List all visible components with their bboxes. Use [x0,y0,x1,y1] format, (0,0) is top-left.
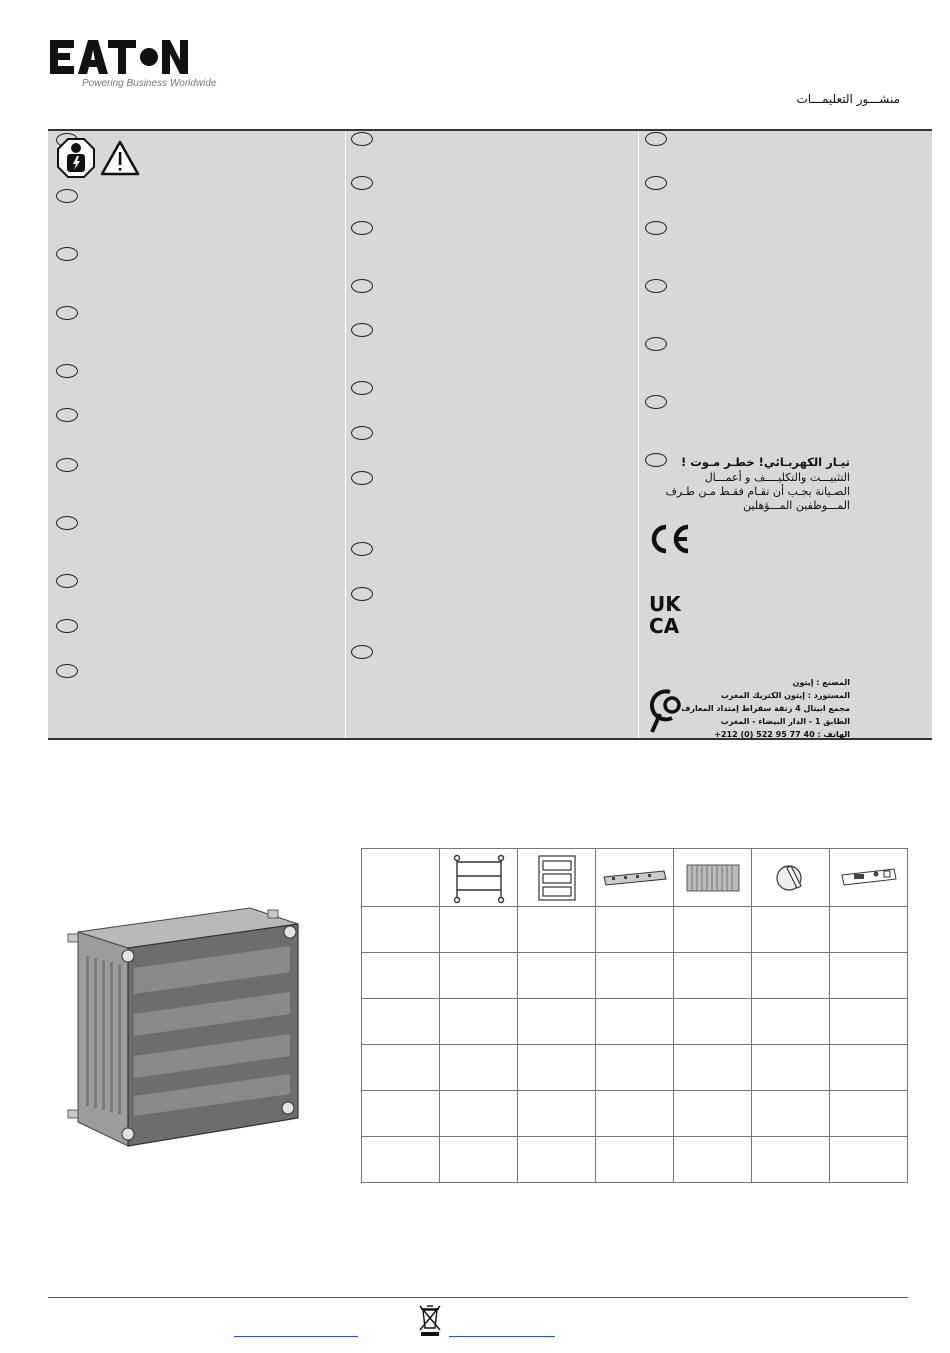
danger-warning-text [610,471,850,513]
language-marker [645,176,667,190]
warning-line: الصـيانة يجـب أن تقـام فقـط مـن طـرف [665,485,850,498]
language-marker [645,279,667,293]
warning-line: المـــوظفين المـــؤهلين [743,499,850,512]
table-row [362,1045,908,1091]
table-cell [518,1091,596,1137]
language-marker [645,221,667,235]
table-cell [596,1091,674,1137]
footer-link[interactable] [234,1336,358,1337]
phone-line: الهاتف : 40 77 95 522 (0) 212+ [714,730,850,739]
table-cell [830,1137,908,1183]
table-cell [518,953,596,999]
table-row [362,953,908,999]
table-cell [596,999,674,1045]
table-cell [596,907,674,953]
manufacturer-line: المصنع : إيتون [792,678,850,687]
table-cell [596,1045,674,1091]
language-marker [645,337,667,351]
eaton-logo [50,38,190,78]
table-cell [362,999,440,1045]
city-line: الطابق 1 - الدار البيضاء - المغرب [720,717,850,726]
table-cell [752,1091,830,1137]
qualified-electrician-icon [58,139,94,177]
ukca-top-text: UK [649,592,681,616]
language-marker [56,189,78,203]
column-divider [345,131,346,738]
brand-tagline: Powering Business Worldwide [82,78,217,89]
language-marker [56,516,78,530]
header-cell-empty [362,849,440,907]
table-cell [362,907,440,953]
table-cell [830,1045,908,1091]
warning-icons [54,138,144,180]
header-cell [440,849,518,907]
header-cell [518,849,596,907]
weee-disposal-icon [418,1304,442,1338]
danger-warning-title: تيـار الكهربـائي! خطـر مـوت ! [681,455,850,469]
language-marker [351,323,373,337]
table-cell [518,907,596,953]
column-divider [638,131,639,738]
table-row [362,999,908,1045]
language-marker [56,458,78,472]
table-row [362,1137,908,1183]
language-marker [56,306,78,320]
table-cell [674,1091,752,1137]
table-cell [830,953,908,999]
header-cell [752,849,830,907]
footer-link[interactable] [449,1336,555,1337]
language-marker [351,471,373,485]
table-cell [596,1137,674,1183]
table-cell [518,1045,596,1091]
language-marker [351,542,373,556]
language-marker [56,619,78,633]
table-cell [440,999,518,1045]
language-marker [56,408,78,422]
header-cell [596,849,674,907]
header-cell [830,849,908,907]
table-cell [440,907,518,953]
language-marker [56,247,78,261]
table-cell [440,1045,518,1091]
table-cell [830,1091,908,1137]
table-cell [674,907,752,953]
terminal-strip-icon [838,863,900,893]
table-cell [752,907,830,953]
language-marker [56,664,78,678]
table-cell [674,1137,752,1183]
language-marker [56,574,78,588]
language-marker [351,381,373,395]
language-marker [351,587,373,601]
din-rail-icon [600,863,670,893]
table-cell [830,907,908,953]
table-cell [362,1091,440,1137]
table-cell [362,953,440,999]
table-cell [830,999,908,1045]
cover-rails-icon [525,852,589,904]
lock-handle-icon [769,858,813,898]
importer-line: المستورد : إيتون الكتريك المغرب [720,691,850,700]
language-marker [351,426,373,440]
language-marker [645,132,667,146]
table-cell [596,953,674,999]
footer-divider [48,1297,908,1298]
frame-icon [447,852,511,904]
table-row [362,1091,908,1137]
distribution-enclosure-image [62,896,308,1154]
table-cell [518,999,596,1045]
ukca-mark-icon [648,592,692,636]
blanking-strip-icon [683,861,743,895]
table-cell [752,1045,830,1091]
table-cell [752,953,830,999]
table-header-row [362,849,908,907]
table-row [362,907,908,953]
high-voltage-warning-icon [102,142,138,174]
language-marker [351,279,373,293]
language-marker [645,395,667,409]
table-cell [440,1091,518,1137]
table-cell [752,999,830,1045]
table-cell [362,1045,440,1091]
table-cell [440,1137,518,1183]
table-cell [674,999,752,1045]
language-marker [351,221,373,235]
table-cell [440,953,518,999]
language-marker [351,132,373,146]
table-cell [752,1137,830,1183]
publication-title: منشـــور التعليمـــات [796,92,900,106]
language-marker [56,364,78,378]
table-cell [674,953,752,999]
table-cell [518,1137,596,1183]
header-cell [674,849,752,907]
ukca-bottom-text: CA [649,614,680,636]
ce-mark-icon [648,523,692,555]
table-cell [674,1045,752,1091]
multilingual-panel [48,129,932,740]
warning-line: التثبيـــت والتكليــــف و أعمـــال [704,471,850,484]
accessory-table [361,848,908,1183]
table-cell [362,1137,440,1183]
address-line: مجمع ابيتال 4 زنقة سقراط إمتداد المعارف [681,704,850,713]
language-marker [351,645,373,659]
language-marker [351,176,373,190]
